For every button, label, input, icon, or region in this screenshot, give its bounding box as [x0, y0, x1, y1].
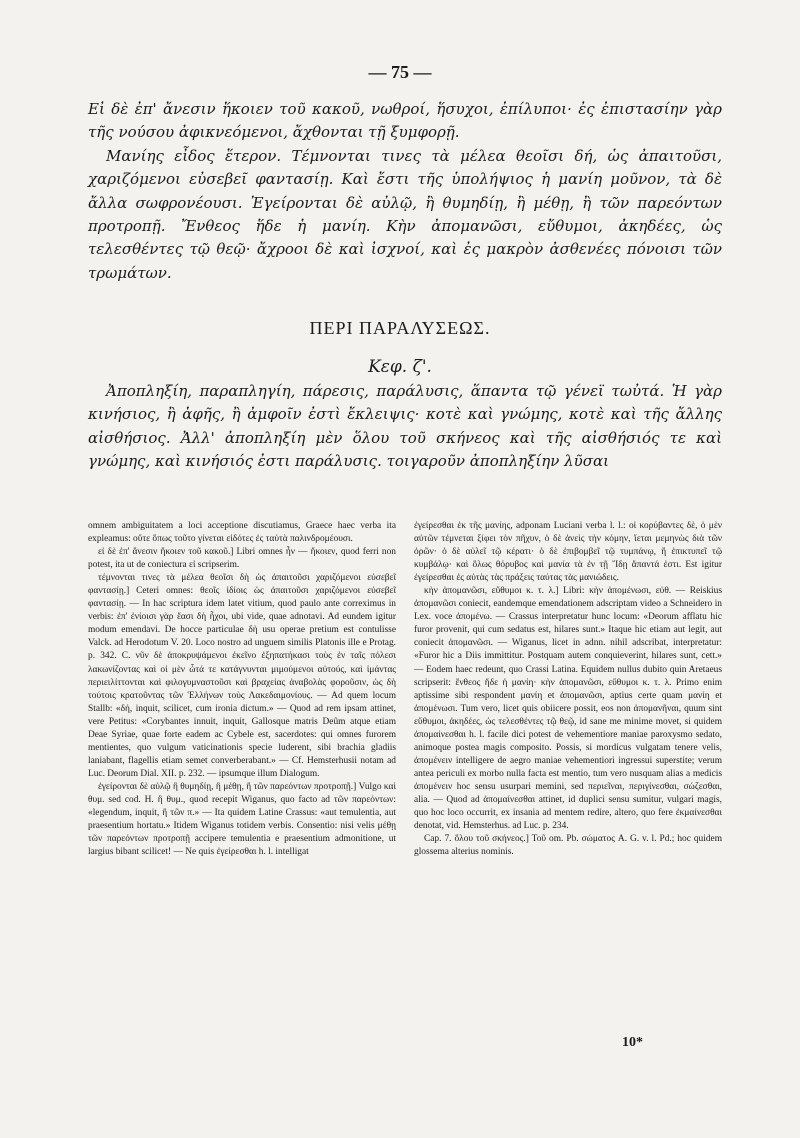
greek-paragraph: Μανίης εἶδος ἕτερον. Τέμνονται τινες τὰ μέλεα θεοῖσι δή, ὡς ἀπαιτοῦσι, χαριζόμενοι εὐσεβεῖ φαντασίῃ. Καὶ ἔστι τῆς ὑπολήψιος ἡ μανίη μοῦνον, τὰ δὲ ἄλλα σωφρονέουσι. Ἐγείρονται δὲ αὐλῷ, ἢ θυμηδίῃ, ἢ μέθῃ, ἢ τῶν παρεόντων προτροπῇ. Ἔνθεος ἥδε ἡ μανίη. Κὴν ἀπομανῶσι, εὔθυμοι, ἀκηδέες, ὡς τελεσθέντες τῷ θεῷ· ἄχροοι δὲ καὶ ἰσχνοί, καὶ ἐς μακρὸν ἀσθενέες πόνοισι τῶν τρωμάτων.	[88, 146, 722, 282]
note-paragraph: κὴν ἀπομανῶσι, εὔθυμοι κ. τ. λ.] Libri: κὴν ἀπομένωσι, εὐθ. — Reiskius ἀπομανῶσι coniecit, eandemque emendationem adscriptam video a Schneidero in Lex. voce ἀπομένω. — Crassus interpretatur hunc locum: «Deorum afflatu hic furor provenit, qui cum sedatus est, hilares sunt.» Itaque hic etiam aut legit, aut coniecit ἀπομανῶσι. — Wiganus, licet in adnn. nihil adscribat, interpretatur: «Furor hic a Diis immittitur. Postquam autem conquieverint, hilares sunt, cett.» — Eodem haec redeunt, quo Crassi Latina. Equidem nullus dubito quin Aretaeus scripserit: ἔνθεος ἥδε ἡ μανίη· κὴν ἀπομανῶσι, εὔθυμοι κ. τ. λ. Primo enim aptissime sibi respondent μανίη et ἀπομανῶσι, aptius certe quam μανίη et ἀπομένωσι. Tum vero, licet quis obiicere possit, eos non ἀπομανῆναι, quum sint εὔθυμοι, ἀκηδέες, ὡς τελεσθέντες τῷ θεῷ, id sane me minime movet, si quidem ἀπομαίνεσθαι h. l. facile dici potest de vehementiore maniae paroxysmo sedato, animoque postea magis composito. Possis, si mordicus vulgatam tenere velis, ἀπομένειν intelligere de aegro maniae vehementiori ingressui superstite; verum antea periculi ex morbo nulla facta est mentio, tum vero nusquam alias a medicis ἀπομένειν hoc sensu usurpari memini, sed περιεῖναι, περιγίνεσθαι, σώζεσθαι, alia. — Quod ad ἀπομαίνεσθαι attinet, id duplici sensu sumitur, vulgari magis, quo hoc loco occurrit, ex insania ad mentem redire, altero, quo fere ἐκμαίνεσθαι denotat, vid. Hemsterhus. ad Luc. p. 234.	[414, 586, 722, 832]
page-number: — 75 —	[368, 62, 432, 82]
note-paragraph: εἰ δὲ ἐπ' ἄνεσιν ἥκοιεν τοῦ κακοῦ.] Libri omnes ἦν — ἥκοιεν, quod ferri non potest, ita ut de coniectura εἰ scripserim.	[88, 547, 396, 571]
greek-paragraph: Εἰ δὲ ἐπ' ἄνεσιν ἥκοιεν τοῦ κακοῦ, νωθροί, ἥσυχοι, ἐπίλυποι· ἐς ἐπιστασίην γὰρ τῆς νούσου ἀφικνεόμενοι, ἄχθονται τῇ ξυμφορῇ.	[88, 100, 722, 142]
note-paragraph: ἐγείρονται δὲ αὐλῷ ἢ θυμηδίῃ, ἢ μέθῃ, ἢ τῶν παρεόντων προτροπῇ.] Vulgo καὶ θυμ. sed cod. H. ἢ θυμ., quod recepit Wiganus, quo facto ad τῶν παρεόντων: «legendum, inquit, ἢ τῶν π.» — Ita quidem Latine Crassus: «aut temulentia, aut praesentium hortatu.» Itidem Wiganus totidem verbis. Consentio: nisi velis μέθῃ τῶν παρεόντων προτροπῇ accipere temulentia e praesentium admonitione, ut largius bibant scilicet! — Ne quis ἐγείρεσθαι h. l. intelligat	[88, 781, 396, 858]
chapter-label: Κεφ. ζ'.	[368, 357, 432, 377]
notes-column-left	[88, 520, 396, 859]
signature-mark: 10*	[622, 1035, 643, 1050]
note-paragraph: Cap. 7. ὅλου τοῦ σκήνεος.] Τοῦ om. Pb. σώματος A. G. v. l. Pd.; hoc quidem glossema alterius nominis.	[414, 834, 722, 858]
note-paragraph: ἐγείρεσθαι ἐκ τῆς μανίης, adponam Luciani verba l. l.: οἱ κορύβαντες δὲ, ὁ μὲν αὐτῶν τέμνεται ξίφει τὸν πῆχυν, ὁ δὲ ἀνεὶς τὴν κόμην, ἵεται μεμηνὼς διὰ τῶν ὀρῶν· ὁ δὲ αὐλεῖ τῷ κέρατι· ὁ δὲ ἐπιβομβεῖ τῷ τυμπάνῳ, ἢ ἐπικτυπεῖ τῷ κυμβάλῳ· καὶ ὅλως θόρυβος καὶ μανία τὰ ἐν τῇ Ἴδῃ ἅπαντά ἐστι. Est igitur ἐγείρεσθαι ἐς αὐτὰς τὰς πράξεις ταύτας τὰς μανιώδεις.	[414, 521, 722, 584]
footnotes	[88, 520, 722, 859]
greek-text-top	[88, 98, 722, 285]
note-paragraph: τέμνονται τινες τὰ μέλεα θεοῖσι δὴ ὡς ἀπαιτοῦσι χαριζόμενοι εὐσεβεῖ φαντασίῃ.] Ceteri omnes: θεοῖς ἰδίοις ὡς ἀπαιτοῦσι χαριζόμενοι εὐσεβεῖ φαντασίῃ. — In hac scriptura idem latet vitium, quod paulo ante correximus in verbis: ἐπ' ἐνίοισι γὰρ ἔασι δὴ ἧχοι, ubi vide, quae adnotavi. Ad eundem igitur modum emendavi. De hocce particulae δὴ usu operae pretium est contulisse Valck. ad Herodotum V. 20. Loco nostro ad unguem similis Platonis ille e Protag. p. 342. C. νῦν δὲ ἀποκρυψάμενοι ἐκεῖνο ἐξηπατήκασι τοὺς ἐν ταῖς πόλεσι λακωνίζοντας καὶ οἱ μὲν ὦτά τε κατάγνυνται μιμούμενοι αὐτούς, καὶ ἱμάντας περιειλίττονται καὶ φιλογυμναστοῦσι καὶ βραχείας ἀναβολὰς φοροῦσιν, ὡς δὴ τούτοις κρατοῦντας τῶν Ἑλλήνων τοὺς Λακεδαιμονίους. — Ad quem locum Stallb: «δή, inquit, scilicet, cum ironia dictum.» — Quod ad rem ipsam attinet, vere Petitus: «Corybantes innuit, inquit, Gallosque matris Deûm atque etiam Deae Syriae, quae forte eadem ac Cybele est, sacerdotes: qui omnes furorem mentientes, quo vulgum vaticinationis specie luderent, sibi brachia gladiis laniabant, flagellis etiam semet converberabant.» — Cf. Hemsterhusii notam ad Luc. Deorum Dial. XII. p. 232. — ipsumque illum Dialogum.	[88, 573, 396, 779]
section-title: ΠΕΡΙ ΠΑΡΑΛΥΣΕΩΣ.	[309, 318, 491, 338]
greek-text-chapter	[88, 380, 722, 474]
greek-paragraph: Ἀποπληξίη, παραπληγίη, πάρεσις, παράλυσις, ἅπαντα τῷ γένεϊ τωὐτά. Ἡ γὰρ κινήσιος, ἢ ἁφῆς, ἢ ἀμφοῖν ἐστὶ ἔκλειψις· κοτὲ καὶ γνώμης, κοτὲ καὶ τῆς ἄλλης αἰσθήσιος. Ἀλλ' ἀποπληξίη μὲν ὅλου τοῦ σκήνεος καὶ τῆς αἰσθήσιός τε καὶ γνώμης, καὶ κινήσιός ἐστι παράλυσις. τοιγαροῦν ἀποπληξίην λῦσαι	[88, 382, 722, 471]
notes-column-right	[414, 520, 722, 859]
note-paragraph: omnem ambiguitatem a loci acceptione discutiamus, Graece haec verba ita expleamus: οὔτε ὅπως τοῦτο γίνεται εἰδότες ἐς ταὐτὰ παλινδρομέουσι.	[88, 521, 396, 545]
